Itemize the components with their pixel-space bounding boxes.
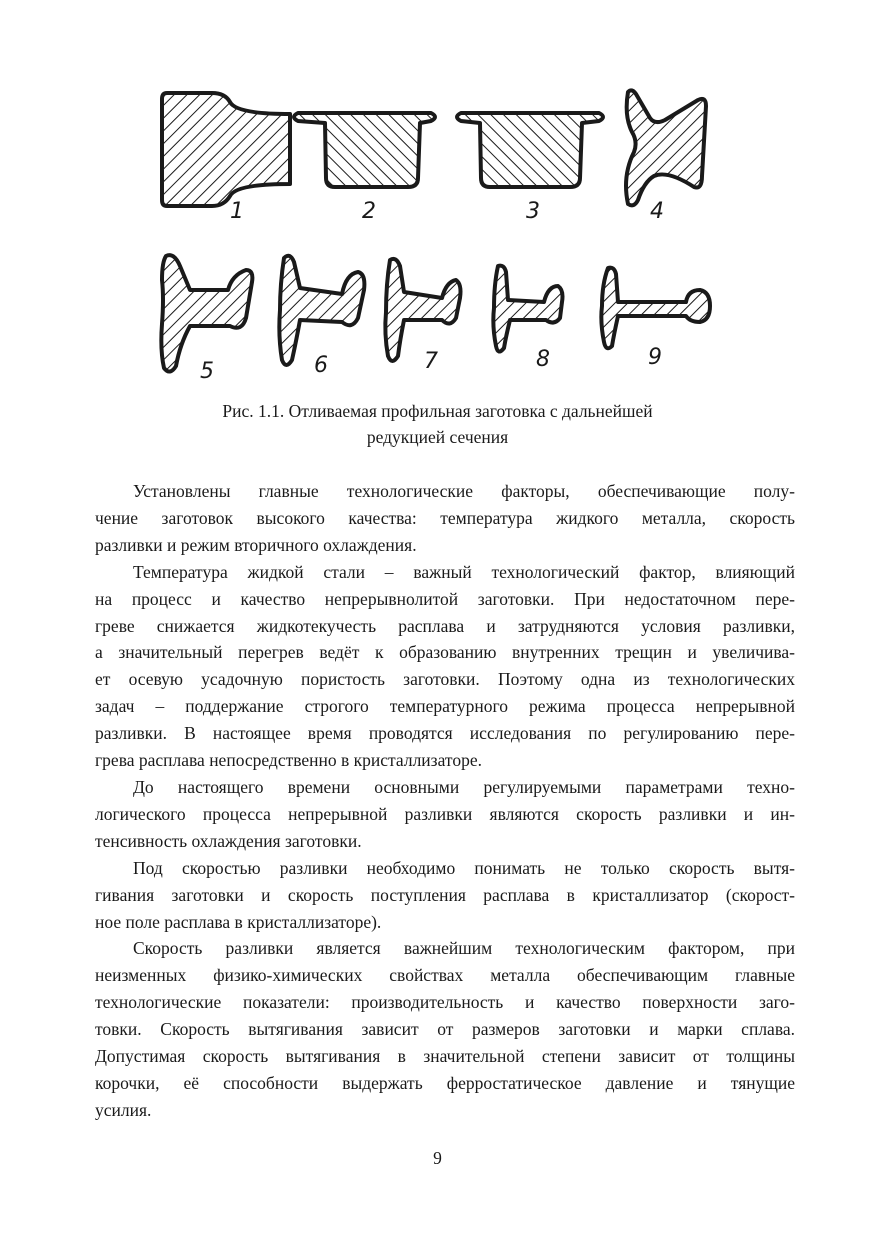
profile-8-shape [493, 266, 562, 352]
profile-label-9: 9 [648, 345, 662, 370]
text-line: на процесс и качество непрерывнолитой заготовки. При недостаточном пере- [95, 588, 795, 609]
text-line: Под скоростью разливки необходимо понимать не только скорость вытя- [133, 857, 795, 878]
profile-label-4: 4 [650, 199, 664, 224]
text-line: греве снижается жидкотекучесть расплава и затрудняются условия разливки, [95, 615, 795, 636]
paragraph-5 [95, 935, 795, 1123]
text-line: разливки и режим вторичного охлаждения. [95, 534, 417, 555]
profile-drawing [150, 80, 730, 390]
text-line: Температура жидкой стали – важный технологический фактор, влияющий [133, 561, 795, 582]
text-line: Скорость разливки является важнейшим технологическим фактором, при [133, 938, 795, 959]
profile-4-shape [626, 90, 706, 205]
body-text [95, 478, 795, 1124]
profile-2-shape [294, 113, 435, 187]
profile-label-5: 5 [200, 359, 214, 384]
text-line: грева расплава непосредственно в кристаллизаторе. [95, 750, 482, 771]
text-line: усилия. [95, 1099, 152, 1120]
text-line: разливки. В настоящее время проводятся исследования по регулированию пере- [95, 723, 795, 744]
profile-label-2: 2 [362, 199, 376, 224]
profile-label-8: 8 [536, 347, 550, 372]
profile-3-shape [457, 113, 603, 187]
text-line: неизменных физико-химических свойствах металла обеспечивающим главные [95, 965, 795, 986]
text-line: корочки, её способности выдержать ферростатическое давление и тянущие [95, 1072, 795, 1093]
caption-line-1: Рис. 1.1. Отливаемая профильная заготовка с дальнейшей [222, 401, 653, 421]
text-line: товки. Скорость вытягивания зависит от размеров заготовки и марки сплава. [95, 1019, 795, 1040]
profile-label-3: 3 [526, 199, 540, 224]
profile-9-shape [601, 268, 710, 349]
text-line: логического процесса непрерывной разливки являются скорость разливки и ин- [95, 803, 795, 824]
page-number: 9 [433, 1148, 442, 1168]
profile-6-shape [279, 256, 364, 365]
paragraph-4 [95, 855, 795, 936]
caption-line-2: редукцией сечения [366, 427, 509, 447]
profile-label-6: 6 [314, 353, 328, 378]
text-line: До настоящего времени основными регулируемыми параметрами техно- [133, 776, 795, 797]
text-line: гивания заготовки и скорость поступления расплава в кристаллизатор (скорост- [95, 884, 795, 905]
profile-7-shape [385, 259, 460, 361]
paragraph-1 [95, 478, 795, 559]
paragraph-3 [95, 774, 795, 855]
text-line: чение заготовок высокого качества: температура жидкого металла, скорость [95, 507, 795, 528]
text-line: задач – поддержание строгого температурного режима процесса непрерывной [95, 696, 795, 717]
text-line: а значительный перегрев ведёт к образованию внутренних трещин и увеличива- [95, 642, 795, 663]
text-line: технологические показатели: производительность и качество поверхности заго- [95, 992, 795, 1013]
text-line: ет осевую усадочную пористость заготовки. Поэтому одна из технологических [95, 669, 795, 690]
profile-figure [150, 80, 730, 390]
paragraph-2 [95, 559, 795, 774]
text-line: тенсивность охлаждения заготовки. [95, 830, 362, 851]
text-line: Установлены главные технологические факторы, обеспечивающие полу- [133, 481, 795, 501]
text-line: Допустимая скорость вытягивания в значительной степени зависит от толщины [95, 1046, 795, 1067]
profile-5-shape [161, 255, 252, 371]
text-line: ное поле расплава в кристаллизаторе). [95, 911, 382, 932]
figure-caption [0, 398, 875, 450]
profile-label-7: 7 [424, 349, 438, 374]
profile-label-1: 1 [230, 199, 244, 224]
profile-1-shape [162, 93, 290, 206]
